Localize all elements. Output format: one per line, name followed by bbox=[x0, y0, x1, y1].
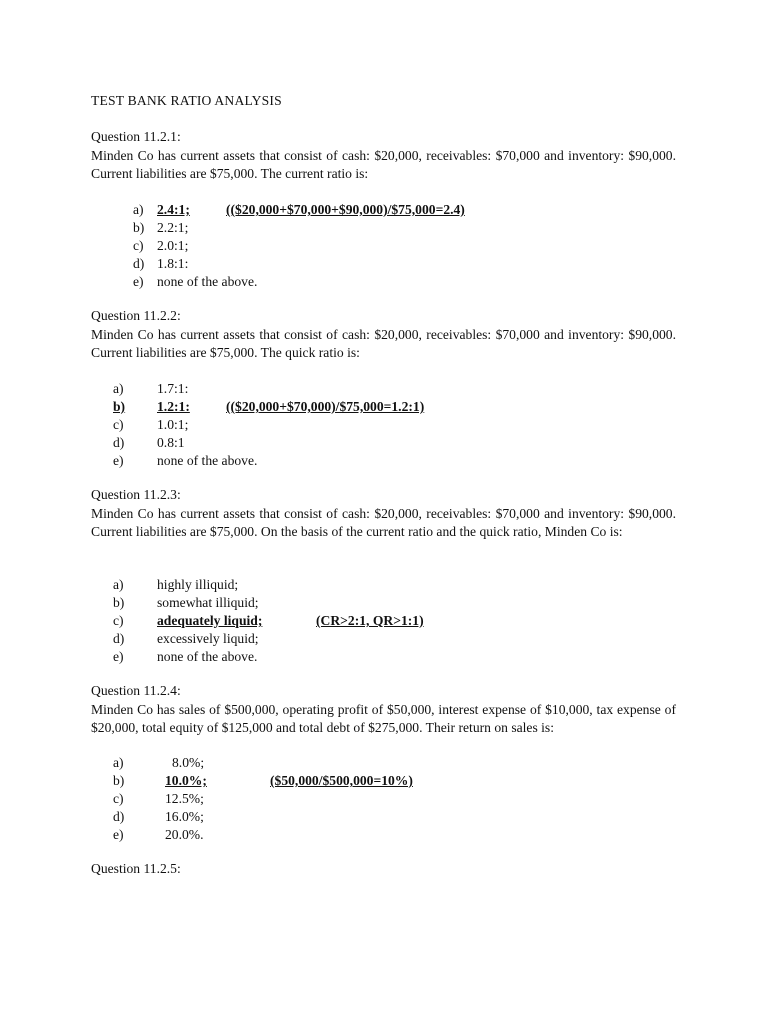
option-label: d) bbox=[133, 256, 145, 271]
answer-explanation: (($20,000+$70,000)/$75,000=1.2:1) bbox=[226, 399, 425, 414]
correct-answer-value: 1.2:1: bbox=[157, 399, 190, 414]
question-text: Minden Co has current assets that consist of cash: $20,000, receivables: $70,000 and inventory: $90,000. Current liabilities are $75,000. On the basis of the current ratio and the quick ratio, Minden Co is: bbox=[91, 506, 676, 539]
option-label: b) bbox=[113, 773, 125, 788]
question-text: Minden Co has sales of $500,000, operating profit of $50,000, interest expense of $10,000, tax expense of $20,000, total equity of $125,000 and total debt of $275,000. Their return on sales is: bbox=[91, 702, 676, 735]
answer-explanation: (CR>2:1, QR>1:1) bbox=[316, 613, 424, 628]
answer-explanation: (($20,000+$70,000+$90,000)/$75,000=2.4) bbox=[226, 202, 465, 217]
question-text: Minden Co has current assets that consist of cash: $20,000, receivables: $70,000 and inventory: $90,000. Current liabilities are $75,000. The current ratio is: bbox=[91, 148, 676, 181]
option-label: e) bbox=[113, 827, 124, 842]
option-value: none of the above. bbox=[157, 453, 258, 468]
option-label: e) bbox=[113, 453, 124, 468]
option-value: highly illiquid; bbox=[157, 577, 239, 592]
option-value: none of the above. bbox=[157, 649, 258, 664]
option-label: b) bbox=[113, 595, 125, 610]
option-label: a) bbox=[113, 577, 124, 592]
question-heading: Question 11.2.1: bbox=[91, 129, 181, 144]
correct-answer-value: 2.4:1; bbox=[157, 202, 190, 217]
option-label: d) bbox=[113, 631, 125, 646]
option-label: e) bbox=[133, 274, 144, 289]
option-value: 20.0%. bbox=[165, 827, 204, 842]
option-label: d) bbox=[113, 809, 125, 824]
option-value: 1.7:1: bbox=[157, 381, 189, 396]
option-value: 12.5%; bbox=[165, 791, 204, 806]
option-label: c) bbox=[133, 238, 144, 253]
option-label: c) bbox=[113, 613, 124, 628]
correct-answer-value: 10.0%; bbox=[165, 773, 207, 788]
correct-option-label: b) bbox=[113, 399, 126, 414]
option-value: 1.0:1; bbox=[157, 417, 189, 432]
option-value: somewhat illiquid; bbox=[157, 595, 259, 610]
option-label: e) bbox=[113, 649, 124, 664]
question-heading: Question 11.2.4: bbox=[91, 683, 181, 698]
question-heading: Question 11.2.5: bbox=[91, 861, 181, 876]
option-label: c) bbox=[113, 417, 124, 432]
option-value: none of the above. bbox=[157, 274, 258, 289]
option-label: b) bbox=[133, 220, 145, 235]
option-value: 16.0%; bbox=[165, 809, 204, 824]
option-label: d) bbox=[113, 435, 125, 450]
question-heading: Question 11.2.2: bbox=[91, 308, 181, 323]
correct-answer-value: adequately liquid; bbox=[157, 613, 263, 628]
option-label: a) bbox=[133, 202, 144, 217]
question-heading: Question 11.2.3: bbox=[91, 487, 181, 502]
option-value: excessively liquid; bbox=[157, 631, 259, 646]
option-value: 0.8:1 bbox=[157, 435, 185, 450]
option-label: c) bbox=[113, 791, 124, 806]
option-value: 1.8:1: bbox=[157, 256, 189, 271]
document-title: TEST BANK RATIO ANALYSIS bbox=[91, 93, 282, 108]
answer-explanation: ($50,000/$500,000=10%) bbox=[270, 773, 413, 788]
option-value: 8.0%; bbox=[172, 755, 205, 770]
option-value: 2.0:1; bbox=[157, 238, 189, 253]
question-text: Minden Co has current assets that consist of cash: $20,000, receivables: $70,000 and inventory: $90,000. Current liabilities are $75,000. The quick ratio is: bbox=[91, 327, 676, 360]
option-value: 2.2:1; bbox=[157, 220, 189, 235]
option-label: a) bbox=[113, 381, 124, 396]
option-label: a) bbox=[113, 755, 124, 770]
